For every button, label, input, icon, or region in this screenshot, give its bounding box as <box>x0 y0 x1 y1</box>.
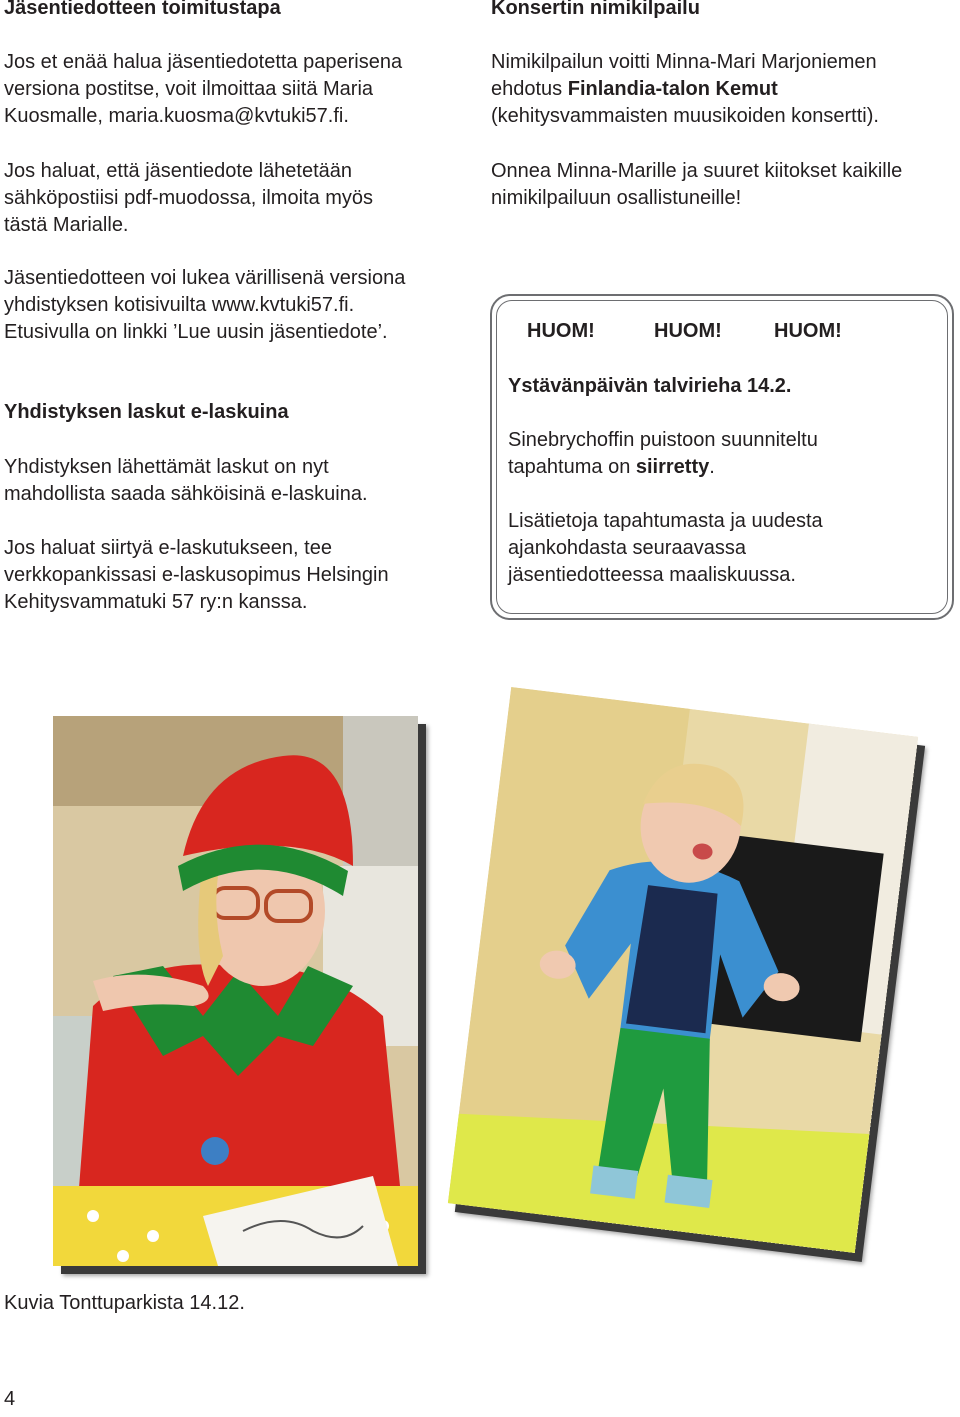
text-line: sähköpostiisi pdf-muodossa, ilmoita myös <box>4 187 374 209</box>
photo-caption: Kuvia Tonttuparkista 14.12. <box>4 1292 245 1314</box>
text-line: Nimikilpailun voitti Minna-Mari Marjoniemen <box>491 51 877 73</box>
text-span: . <box>709 456 715 478</box>
text-line: Yhdistyksen lähettämät laskut on nyt <box>4 456 329 478</box>
text-line: tästä Marialle. <box>4 214 129 236</box>
text-line: Jos haluat siirtyä e-laskutukseen, tee <box>4 537 332 559</box>
text-line: Jäsentiedotteen voi lukea värillisenä versiona <box>4 267 406 289</box>
notice-paragraph-moved <box>508 427 948 481</box>
text-line: Lisätietoja tapahtumasta ja uudesta <box>508 510 823 532</box>
paragraph-paper-optout <box>4 49 474 130</box>
text-line: Kehitysvammatuki 57 ry:n kanssa. <box>4 591 308 613</box>
text-line: Etusivulla on linkki ’Lue uusin jäsentiedote’. <box>4 321 388 343</box>
text-span: ehdotus <box>491 78 568 100</box>
text-line: mahdollista saada sähköisinä e-laskuina. <box>4 483 368 505</box>
text-line: Sinebrychoffin puistoon suunniteltu <box>508 429 818 451</box>
notice-huom-1: HUOM! <box>527 320 595 342</box>
text-span: tapahtuma on <box>508 456 636 478</box>
text-line <box>508 454 948 481</box>
text-line: (kehitysvammaisten muusikoiden konsertti). <box>491 105 879 127</box>
notice-title: Ystävänpäivän talvirieha 14.2. <box>508 375 792 397</box>
text-line: yhdistyksen kotisivuilta www.kvtuki57.fi. <box>4 294 355 316</box>
paragraph-email-pdf <box>4 158 474 239</box>
photo-jumping-boy <box>448 687 918 1253</box>
section-title-e-invoices: Yhdistyksen laskut e-laskuina <box>4 401 289 423</box>
paragraph-congratulations <box>491 158 956 212</box>
concert-name-bold: Finlandia-talon Kemut <box>567 78 778 100</box>
text-line: Onnea Minna-Marille ja suuret kiitokset kaikille <box>491 160 903 182</box>
paragraph-e-invoice-howto <box>4 535 474 616</box>
section-title-newsletter-delivery: Jäsentiedotteen toimitustapa <box>4 0 281 19</box>
text-line: jäsentiedotteessa maaliskuussa. <box>508 564 796 586</box>
photo-elf-child <box>53 716 418 1266</box>
notice-paragraph-more-info <box>508 508 948 589</box>
text-line: Jos haluat, että jäsentiedote lähetetään <box>4 160 353 182</box>
text-line: versiona postitse, voit ilmoittaa siitä Maria <box>4 78 374 100</box>
text-line: Jos et enää halua jäsentiedotetta paperisena <box>4 51 403 73</box>
text-line <box>491 76 956 103</box>
paragraph-contest-winner <box>491 49 956 130</box>
photo-jumping-boy-image <box>448 687 918 1253</box>
notice-huom-2: HUOM! <box>654 320 722 342</box>
text-line: verkkopankissasi e-laskusopimus Helsingin <box>4 564 389 586</box>
notice-huom-3: HUOM! <box>774 320 842 342</box>
section-title-concert-name-contest: Konsertin nimikilpailu <box>491 0 700 19</box>
moved-bold: siirretty <box>635 456 710 478</box>
text-line: Kuosmalle, maria.kuosma@kvtuki57.fi. <box>4 105 349 127</box>
page-number: 4 <box>4 1388 16 1410</box>
paragraph-color-version <box>4 265 474 346</box>
text-line: nimikilpailuun osallistuneille! <box>491 187 742 209</box>
text-line: ajankohdasta seuraavassa <box>508 537 746 559</box>
paragraph-e-invoice-available <box>4 454 474 508</box>
photo-elf-child-image <box>53 716 418 1266</box>
